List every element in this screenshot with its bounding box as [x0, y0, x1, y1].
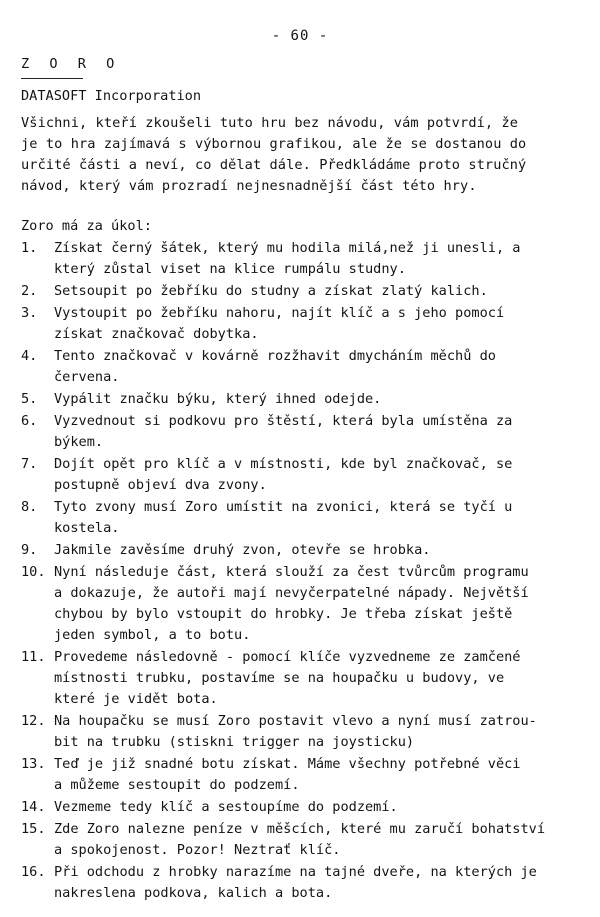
- task-continuation: chybou by bylo vstoupit do hrobky. Je třeba získat ještě: [54, 606, 513, 622]
- task-first-line: [21, 797, 586, 818]
- task-continuation: místnosti trubku, postavíme se na houpačku u budovy, ve: [54, 670, 505, 686]
- task-continuation: bit na trubku (stiskni trigger na joysticku): [54, 734, 415, 750]
- task-continuation: které je vidět bota.: [54, 691, 218, 707]
- task-number: 9.: [21, 542, 38, 558]
- task-item: [21, 389, 586, 410]
- task-first-line: [21, 281, 586, 302]
- task-heading: Zoro má za úkol:: [21, 218, 152, 234]
- task-continuation: a můžeme sestoupit do podzemí.: [54, 777, 300, 793]
- task-item: [21, 540, 586, 561]
- intro-line: návod, který vám prozradí nejnesnadnější část této hry.: [21, 178, 477, 194]
- task-item: [21, 711, 586, 753]
- task-first-line: [21, 562, 586, 583]
- task-text: Vezmeme tedy klíč a sestoupíme do podzemí.: [54, 799, 398, 815]
- task-continuation: získat značkovač dobytka.: [54, 326, 259, 342]
- task-item: [21, 281, 586, 302]
- task-item: [21, 647, 586, 710]
- task-text: Teď je již snadné botu získat. Máme všechny potřebné věci: [54, 756, 521, 772]
- task-first-line: [21, 862, 586, 883]
- task-item: [21, 497, 586, 539]
- task-number: 2.: [21, 283, 38, 299]
- task-continuation: a spokojenost. Pozor! Neztrať klíč.: [54, 842, 341, 858]
- task-text: Získat černý šátek, který mu hodila milá,než ji unesli, a: [54, 240, 521, 256]
- task-first-line: [21, 389, 586, 410]
- task-number: 16.: [21, 864, 46, 880]
- task-item: [21, 562, 586, 646]
- task-first-line: [21, 238, 586, 259]
- task-text: Nyní následuje část, která slouží za čest tvůrcům programu: [54, 564, 529, 580]
- task-number: 3.: [21, 305, 38, 321]
- task-text: Zde Zoro nalezne peníze v měšcích, které mu zaručí bohatství: [54, 821, 546, 837]
- task-first-line: [21, 754, 586, 775]
- task-text: Jakmile zavěsíme druhý zvon, otevře se hrobka.: [54, 542, 431, 558]
- task-number: 12.: [21, 713, 46, 729]
- task-continuation: postupně objeví dva zvony.: [54, 477, 267, 493]
- task-first-line: [21, 303, 586, 324]
- task-text: Při odchodu z hrobky narazíme na tajné dveře, na kterých je: [54, 864, 537, 880]
- task-item: [21, 411, 586, 453]
- task-text: Tento značkovač v kovárně rozžhavit dmycháním měchů do: [54, 348, 496, 364]
- task-text: Tyto zvony musí Zoro umístit na zvonici, která se tyčí u: [54, 499, 513, 515]
- task-item: [21, 862, 586, 904]
- task-number: 11.: [21, 649, 46, 665]
- task-first-line: [21, 454, 586, 475]
- task-item: [21, 454, 586, 496]
- intro-line: Všichni, kteří zkoušeli tuto hru bez návodu, vám potvrdí, že: [21, 115, 519, 131]
- task-number: 6.: [21, 413, 38, 429]
- intro-paragraph: [21, 113, 561, 197]
- task-text: Dojít opět pro klíč a v místnosti, kde byl značkovač, se: [54, 456, 513, 472]
- task-item: [21, 238, 586, 280]
- task-continuation: a dokazuje, že autoři mají nevyčerpatelné nápady. Největší: [54, 585, 529, 601]
- task-number: 7.: [21, 456, 38, 472]
- task-first-line: [21, 346, 586, 367]
- task-number: 4.: [21, 348, 38, 364]
- task-first-line: [21, 411, 586, 432]
- task-number: 5.: [21, 391, 38, 407]
- task-number: 13.: [21, 756, 46, 772]
- task-text: Vystoupit po žebříku nahoru, najít klíč a s jeho pomocí: [54, 305, 505, 321]
- task-number: 1.: [21, 240, 38, 256]
- title-underline: [21, 78, 83, 79]
- task-text: Vypálit značku býku, který ihned odejde.: [54, 391, 382, 407]
- task-text: Provedeme následovně - pomocí klíče vyzvedneme ze zamčené: [54, 649, 521, 665]
- task-first-line: [21, 540, 586, 561]
- task-continuation: kostela.: [54, 520, 120, 536]
- game-title: Z O R O: [21, 56, 121, 72]
- task-text: Vyzvednout si podkovu pro štěstí, která byla umístěna za: [54, 413, 513, 429]
- task-item: [21, 797, 586, 818]
- publisher: DATASOFT Incorporation: [21, 88, 202, 104]
- task-item: [21, 346, 586, 388]
- task-continuation: který zůstal viset na klice rumpálu studny.: [54, 261, 406, 277]
- task-first-line: [21, 497, 586, 518]
- task-item: [21, 819, 586, 861]
- task-text: Na houpačku se musí Zoro postavit vlevo a nyní musí zatrou-: [54, 713, 537, 729]
- task-list: [21, 238, 586, 905]
- task-first-line: [21, 647, 586, 668]
- task-first-line: [21, 711, 586, 732]
- task-number: 10.: [21, 564, 46, 580]
- intro-line: je to hra zajímavá s výbornou grafikou, ale že se dostanou do: [21, 136, 527, 152]
- task-continuation: červena.: [54, 369, 120, 385]
- task-item: [21, 754, 586, 796]
- page-number: - 60 -: [271, 28, 329, 44]
- task-continuation: nakreslena podkova, kalich a bota.: [54, 885, 333, 901]
- task-first-line: [21, 819, 586, 840]
- intro-line: určité části a neví, co dělat dále. Předkládáme proto stručný: [21, 157, 527, 173]
- task-number: 8.: [21, 499, 38, 515]
- task-text: Setsoupit po žebříku do studny a získat zlatý kalich.: [54, 283, 488, 299]
- task-item: [21, 303, 586, 345]
- task-number: 15.: [21, 821, 46, 837]
- task-continuation: jeden symbol, a to botu.: [54, 627, 251, 643]
- task-number: 14.: [21, 799, 46, 815]
- task-continuation: býkem.: [54, 434, 104, 450]
